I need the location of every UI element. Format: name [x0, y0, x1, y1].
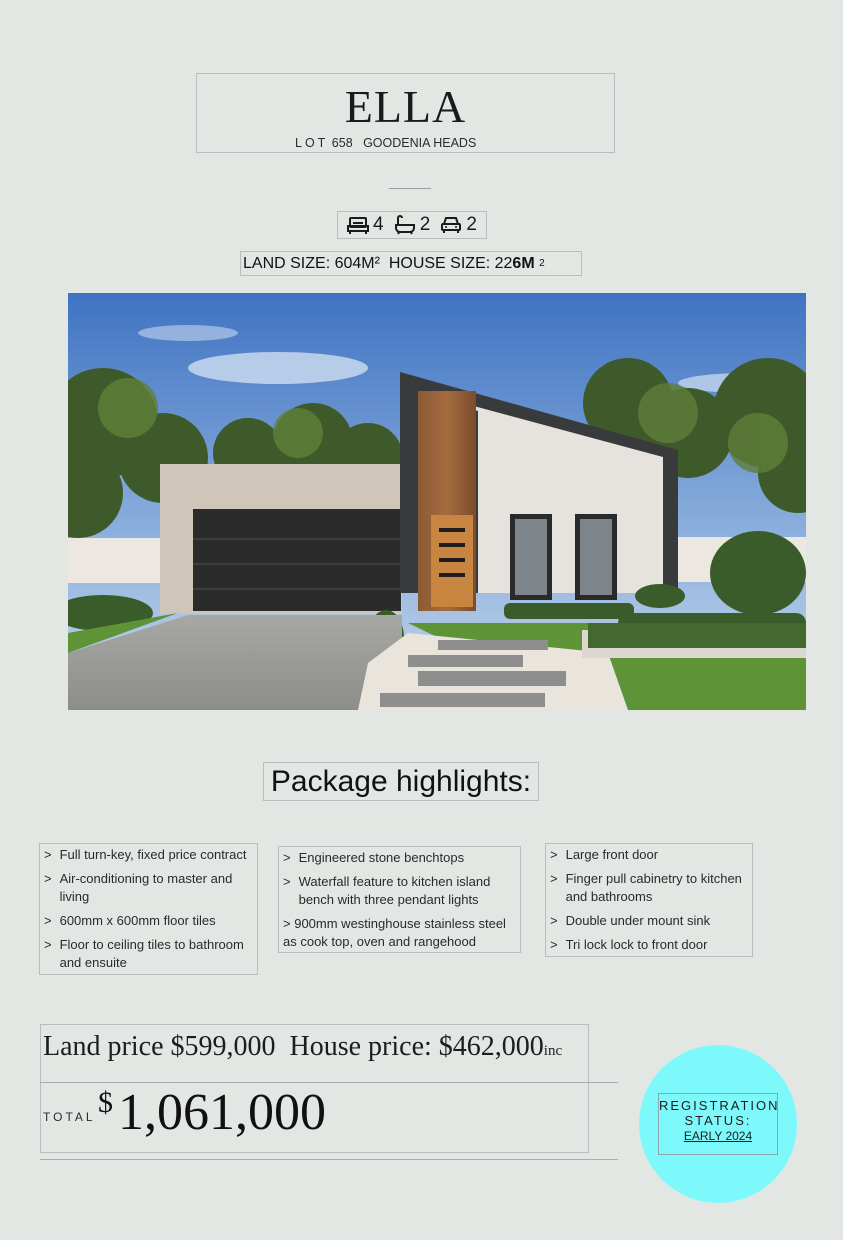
- registration-line-2: STATUS:: [684, 1113, 752, 1128]
- registration-badge: [639, 1045, 797, 1203]
- price-line: [43, 1031, 562, 1063]
- registration-line-1: REGISTRATION: [659, 1098, 780, 1113]
- highlight-text: Floor to ceiling tiles to bathroom and ensuite: [59, 937, 244, 970]
- house-render-image: [68, 293, 806, 710]
- bathrooms-count: 2: [419, 214, 431, 235]
- total-price: 1,061,000: [118, 1084, 326, 1141]
- feature-strip: [337, 211, 487, 239]
- lot-line: [295, 136, 476, 150]
- bullet-arrow: >: [44, 847, 52, 862]
- bullet-arrow: >: [283, 874, 291, 889]
- bullet-arrow: >: [44, 913, 52, 928]
- house-render-illustration: [68, 293, 806, 710]
- highlight-text: Engineered stone benchtops: [298, 850, 465, 865]
- highlights-column-2: [278, 846, 521, 953]
- bath-icon: [394, 215, 416, 235]
- bullet-arrow: >: [283, 850, 291, 865]
- highlight-text: Large front door: [565, 847, 659, 862]
- list-item: [44, 936, 253, 972]
- house-size-sup: 2: [539, 258, 545, 269]
- bullet-arrow: >: [550, 871, 558, 886]
- list-item: [550, 870, 748, 906]
- list-item: [283, 849, 516, 867]
- list-item: [550, 912, 748, 930]
- house-size-bold: 6M: [512, 254, 535, 272]
- highlights-column-3: [545, 843, 753, 957]
- list-item: [283, 915, 516, 951]
- title-block: [196, 73, 615, 153]
- list-item: [44, 870, 253, 906]
- divider: [40, 1159, 618, 1160]
- highlight-text: Tri lock lock to front door: [565, 937, 708, 952]
- highlights-column-1: [39, 843, 258, 975]
- bedrooms-count: 4: [373, 214, 384, 235]
- bullet-arrow: >: [44, 871, 52, 886]
- lot-number: 658: [331, 136, 353, 150]
- divider: [389, 188, 431, 189]
- garage-count: 2: [466, 214, 477, 235]
- house-name: ELLA: [344, 81, 467, 132]
- highlight-text: 600mm x 600mm floor tiles: [59, 913, 216, 928]
- bed-icon: [347, 215, 369, 235]
- highlight-text: Finger pull cabinetry to kitchen and bathrooms: [565, 871, 742, 904]
- highlight-text: Air-conditioning to master and living: [59, 871, 233, 904]
- bullet-arrow: >: [550, 937, 558, 952]
- garage-feature: [440, 214, 477, 236]
- size-summary: [240, 251, 582, 276]
- registration-status-box: [658, 1093, 778, 1155]
- highlight-text: Waterfall feature to kitchen island bench with three pendant lights: [298, 874, 491, 907]
- list-item: [44, 912, 253, 930]
- list-item: [283, 873, 516, 909]
- list-item: [44, 846, 253, 864]
- registration-date: EARLY 2024: [683, 1129, 753, 1143]
- land-price: Land price $599,000: [43, 1031, 276, 1062]
- house-size: HOUSE SIZE: 22: [388, 254, 513, 272]
- bedrooms-feature: [347, 214, 384, 236]
- list-item: [550, 936, 748, 954]
- list-item: [550, 846, 748, 864]
- lot-prefix: LOT: [295, 136, 329, 150]
- highlights-heading: Package highlights:: [263, 762, 539, 801]
- total-label: TOTAL: [43, 1110, 96, 1124]
- estate-name: GOODENIA HEADS: [363, 136, 477, 150]
- highlight-text: Double under mount sink: [565, 913, 711, 928]
- total-currency: $: [98, 1086, 113, 1119]
- house-price-suffix: inc: [543, 1043, 563, 1059]
- car-icon: [440, 215, 462, 235]
- bullet-arrow: >: [550, 913, 558, 928]
- bullet-arrow: >: [550, 847, 558, 862]
- highlight-text: 900mm westinghouse stainless steel as cook top, oven and rangehood: [283, 916, 506, 949]
- land-size: LAND SIZE: 604M²: [243, 254, 380, 272]
- highlight-text: Full turn-key, fixed price contract: [59, 847, 247, 862]
- bathrooms-feature: [394, 214, 431, 236]
- bullet-arrow: >: [283, 916, 291, 931]
- house-price: House price: $462,000: [289, 1031, 544, 1062]
- bullet-arrow: >: [44, 937, 52, 952]
